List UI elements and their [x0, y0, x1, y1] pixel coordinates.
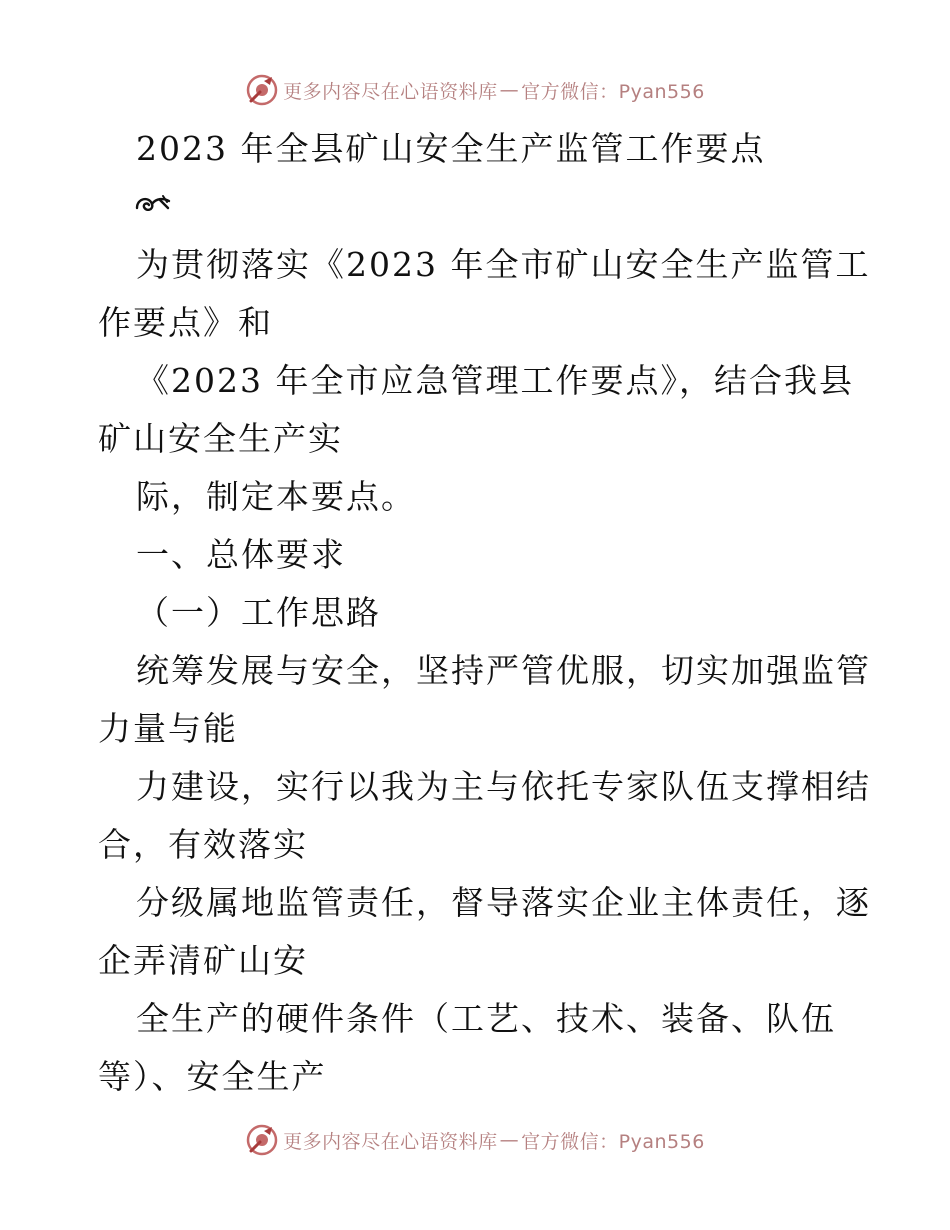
watermark-wechat: 官方微信：Pyan556: [521, 1130, 705, 1153]
section-heading: 一、总体要求: [136, 535, 346, 574]
paragraph-line: 企弄清矿山安: [98, 941, 308, 980]
pen-logo-icon: [245, 1123, 279, 1157]
document-body: [98, 120, 871, 1106]
paragraph-line: 矿山安全生产实: [98, 419, 343, 458]
paragraph-line: 合，有效落实: [98, 825, 308, 864]
watermark-wechat: 官方微信：Pyan556: [521, 80, 705, 103]
paragraph-line: 统筹发展与安全，坚持严管优服，切实加强监管: [136, 651, 871, 690]
watermark-text: 更多内容尽在心语资料库: [283, 80, 498, 103]
paragraph-line: 《2023 年全市应急管理工作要点》，结合我县: [136, 361, 854, 400]
flourish-icon: [134, 192, 172, 218]
paragraph-line: 分级属地监管责任，督导落实企业主体责任，逐: [136, 883, 871, 922]
ornament-row: [98, 178, 858, 236]
watermark-text: 更多内容尽在心语资料库: [283, 1130, 498, 1153]
paragraph-line: 全生产的硬件条件（工艺、技术、装备、队伍: [136, 999, 836, 1038]
paragraph-line: 际，制定本要点。: [136, 477, 416, 516]
document-title: 2023 年全县矿山安全生产监管工作要点: [136, 129, 766, 168]
subsection-heading: （一）工作思路: [136, 593, 381, 632]
watermark-separator: —: [499, 79, 520, 101]
paragraph-line: 力建设，实行以我为主与依托专家队伍支撑相结: [136, 767, 871, 806]
paragraph-line: 力量与能: [98, 709, 238, 748]
watermark-separator: —: [499, 1129, 520, 1151]
paragraph-line: 为贯彻落实《2023 年全市矿山安全生产监管工: [136, 245, 871, 284]
pen-logo-icon: [245, 73, 279, 107]
paragraph-line: 等）、安全生产: [98, 1057, 327, 1096]
footer-watermark: [0, 1120, 950, 1160]
paragraph-line: 作要点》和: [98, 303, 273, 342]
header-watermark: [0, 70, 950, 110]
